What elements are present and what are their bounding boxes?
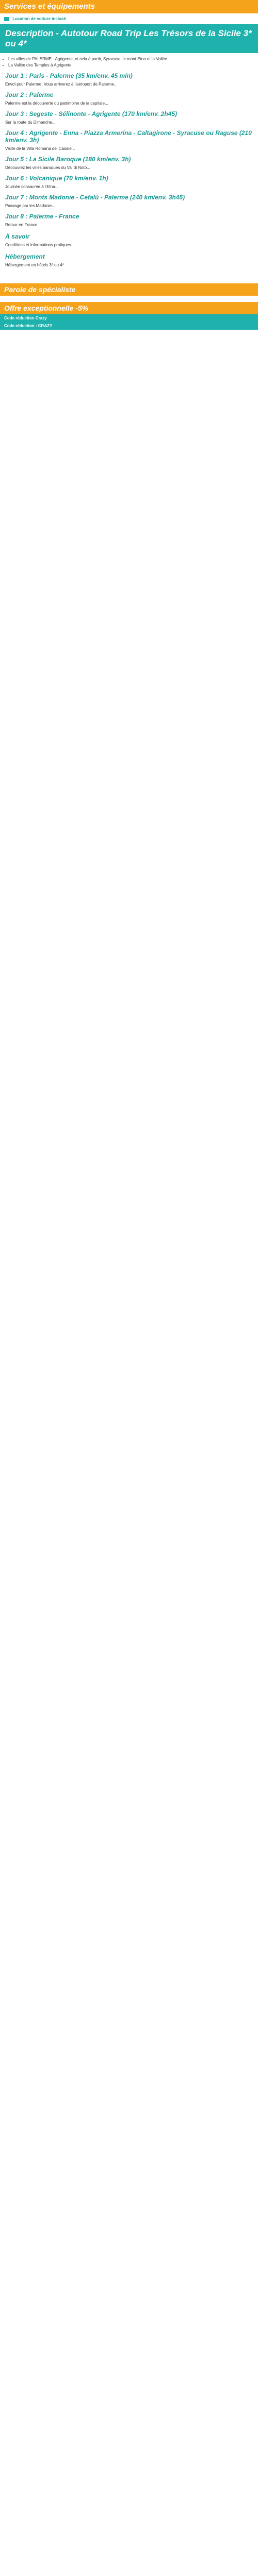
section-text: Conditions et informations pratiques. (5, 243, 72, 247)
day-title: Jour 5 : La Sicile Baroque (180 km/env. 3h) (5, 156, 131, 163)
location-label: Location de voiture inclusé (12, 16, 66, 21)
intro-list (0, 56, 258, 68)
day-text: Retour en France. (5, 223, 39, 227)
offer-header: Offre exceptionnelle -5% (0, 302, 258, 314)
day-title: Jour 2 : Palerme (5, 91, 54, 98)
day-title: Jour 6 : Volcanique (70 km/env. 1h) (5, 175, 108, 182)
day-text: Envol pour Palerme. Vous arriverez à l'aéroport de Palerme... (5, 82, 118, 87)
spacer (0, 270, 258, 283)
day-text: Visite de la Villa Romana del Casale... (5, 146, 75, 151)
page (0, 0, 258, 330)
location-badge (0, 13, 258, 24)
day-title: Jour 1 : Paris - Palerme (35 km/env. 45 min) (5, 72, 133, 79)
info-sections (0, 233, 258, 268)
day-text: Journée consacrée à l'Etna... (5, 184, 59, 189)
promo-label: Code réduction Crazy (0, 314, 258, 322)
day-title: Jour 8 : Palerme - France (5, 213, 79, 220)
section-text: Hébergement en hôtels 3* ou 4*. (5, 263, 66, 267)
day-title: Jour 3 : Segeste - Sélinonte - Agrigente (170 km/env. 2h45) (5, 110, 177, 117)
section-title: Hébergement (5, 253, 45, 260)
day-title: Jour 7 : Monts Madonie - Cefalù - Palerme (240 km/env. 3h45) (5, 194, 185, 201)
day-text: Palerme est la découverte du patrimoine de la capitale... (5, 101, 108, 106)
day-text: Sur la route du Dimanche... (5, 120, 56, 125)
day-title: Jour 4 : Agrigente - Enna - Piazza Armerina - Caltagirone - Syracuse ou Raguse (210 km/env. 3h) (5, 129, 252, 144)
intro-item: • La Vallée des Temples à Agrigente (8, 62, 253, 68)
itinerary (0, 72, 258, 228)
description-hero (0, 24, 258, 53)
services-header: Services et équipements (0, 0, 258, 13)
day-text: Découvrez les villes baroques du Val di Noto... (5, 165, 90, 170)
description-title: Description - Autotour Road Trip Les Trésors de la Sicile 3* ou 4* (5, 28, 252, 48)
car-icon (4, 17, 9, 21)
specialist-header: Parole de spécialiste (0, 283, 258, 296)
day-text: Passage par les Madonie... (5, 204, 55, 208)
promo-code[interactable]: Code réduction : CRAZY (0, 322, 258, 330)
intro-item: • Les villes de PALERME - Agrigente, et cela à partir, Syracuse, le mont Etna et la Vallée (8, 56, 253, 62)
section-title: À savoir (5, 233, 30, 240)
